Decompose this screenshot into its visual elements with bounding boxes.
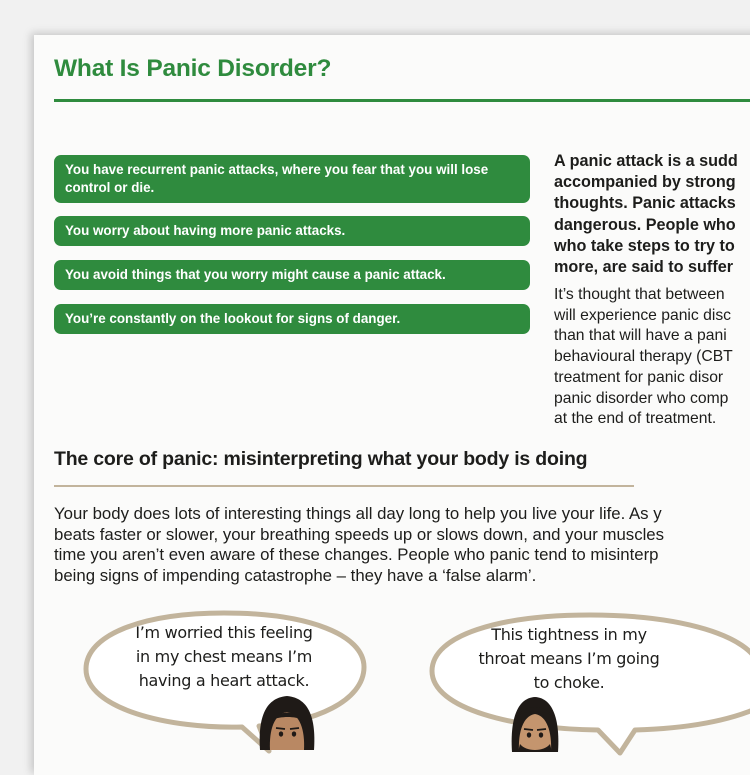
section-divider: [54, 485, 634, 487]
bubble-line: to choke.: [533, 673, 605, 692]
intro-bold-line: A panic attack is a sudd: [554, 152, 738, 170]
section-heading: The core of panic: misinterpreting what your body is doing: [54, 448, 588, 470]
bubble-line: I’m worried this feeling: [135, 623, 313, 642]
intro-line: than that will have a pani: [554, 327, 727, 345]
core-line: Your body does lots of interesting things all day long to help you live your life. As y: [54, 504, 662, 523]
intro-line: panic disorder who comp: [554, 389, 729, 407]
bubble-line: in my chest means I’m: [135, 647, 313, 666]
core-line: beats faster or slower, your breathing speeds up or slows down, and your muscles: [54, 524, 665, 544]
symptom-box-4: You’re constantly on the lookout for signs of danger.: [54, 304, 530, 334]
bubble-line: This tightness in my: [491, 625, 647, 644]
intro-bold-line: more, are said to suffer: [554, 258, 734, 277]
intro-line: It’s thought that between: [554, 286, 725, 303]
bubble-line: throat means I’m going: [478, 649, 660, 668]
bubble-line: having a heart attack.: [138, 671, 310, 690]
intro-bold-line: thoughts. Panic attacks: [554, 194, 736, 213]
intro-line: will experience panic disc: [554, 306, 732, 324]
person-illustration-left: [252, 690, 322, 750]
speech-bubble-left-text: [94, 621, 354, 693]
symptom-box-2: You worry about having more panic attacks.: [54, 216, 530, 246]
symptom-box-1: You have recurrent panic attacks, where you fear that you will lose control or die.: [54, 155, 530, 203]
intro-line: at the end of treatment.: [554, 410, 717, 428]
intro-bold-line: who take steps to try to: [554, 236, 735, 255]
person-illustration-right: [500, 692, 570, 752]
speech-bubble-right-text: [444, 623, 694, 695]
page-title: What Is Panic Disorder?: [54, 55, 332, 82]
core-line: being signs of impending catastrophe – they have a ‘false alarm’.: [54, 565, 537, 585]
intro-bold-paragraph: [554, 151, 750, 278]
core-line: time you aren’t even aware of these changes. People who panic tend to misinterp: [54, 545, 659, 564]
intro-bold-line: dangerous. People who: [554, 215, 736, 234]
intro-paragraph: [554, 285, 750, 430]
symptom-box-3: You avoid things that you worry might cause a panic attack.: [54, 260, 530, 290]
intro-bold-line: accompanied by strong: [554, 173, 736, 192]
intro-line: treatment for panic disor: [554, 368, 724, 386]
title-divider: [54, 99, 750, 102]
worksheet-page: [34, 35, 750, 775]
intro-line: behavioural therapy (CBT: [554, 348, 733, 366]
core-paragraph: [54, 504, 750, 586]
